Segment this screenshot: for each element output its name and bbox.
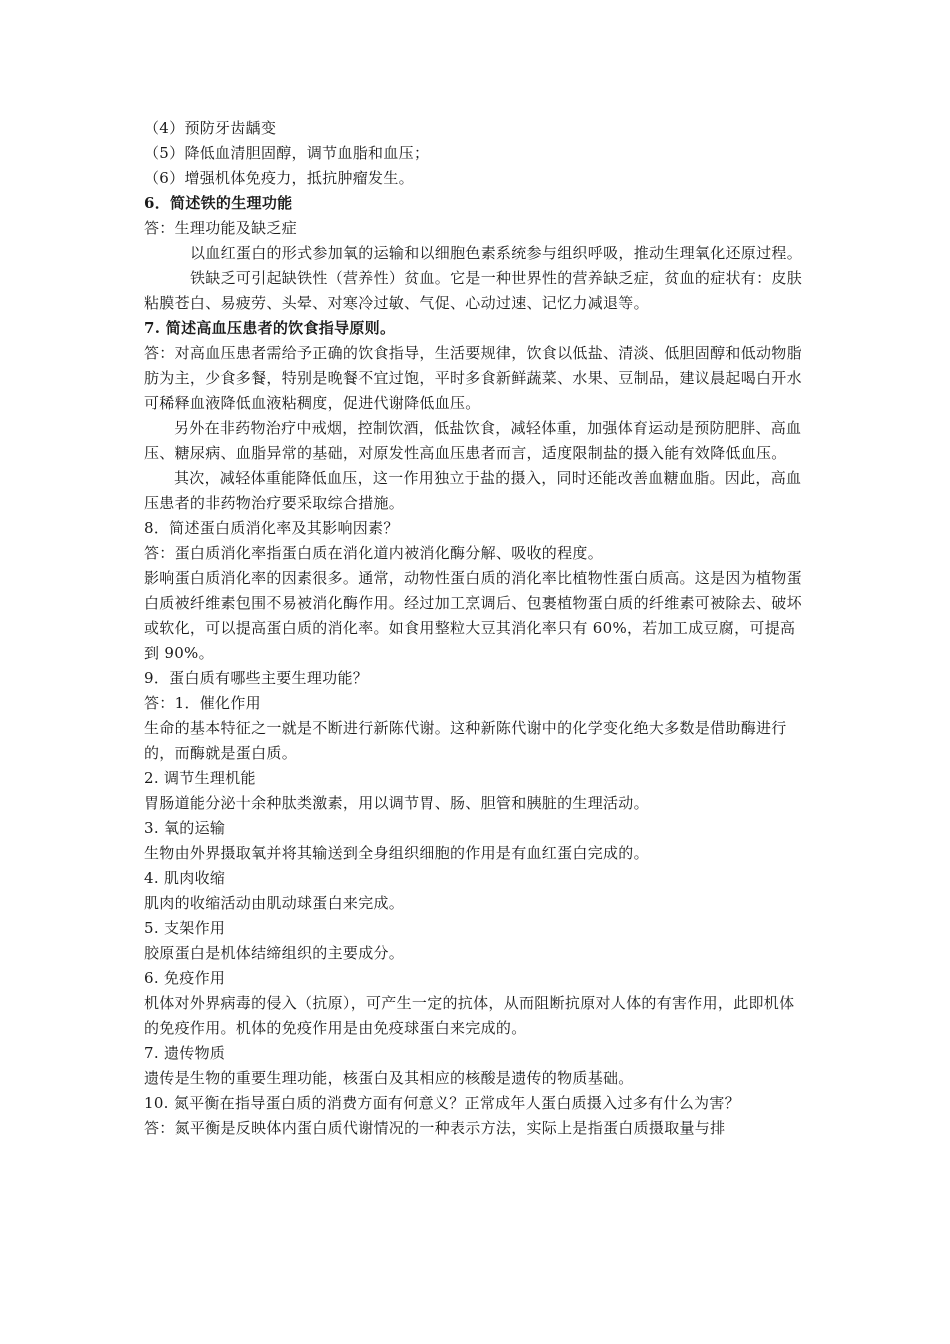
paragraph: 生命的基本特征之一就是不断进行新陈代谢。这种新陈代谢中的化学变化绝大多数是借助酶进行的，而酶就是蛋白质。 xyxy=(144,719,787,762)
question-heading: 7. 简述高血压患者的饮食指导原则。 xyxy=(144,319,396,337)
paragraph: 其次，减轻体重能降低血压，这一作用独立于盐的摄入，同时还能改善血糖血脂。因此，高血压患者的非药物治疗要采取综合措施。 xyxy=(144,469,802,512)
answer-line: 答：生理功能及缺乏症 xyxy=(144,219,298,237)
paragraph: 生物由外界摄取氧并将其输送到全身组织细胞的作用是有血红蛋白完成的。 xyxy=(144,844,649,862)
subheading: 3. 氧的运输 xyxy=(144,819,226,837)
question-heading: 8．简述蛋白质消化率及其影响因素？ xyxy=(144,519,399,537)
paragraph: 肌肉的收缩活动由肌动球蛋白来完成。 xyxy=(144,894,405,912)
list-item: （4）预防牙齿龋变 xyxy=(144,119,277,137)
subheading: 7. 遗传物质 xyxy=(144,1044,226,1062)
answer-line: 答：蛋白质消化率指蛋白质在消化道内被消化酶分解、吸收的程度。 xyxy=(144,544,604,562)
paragraph: 胃肠道能分泌十余种肽类激素，用以调节胃、肠、胆管和胰脏的生理活动。 xyxy=(144,794,649,812)
question-heading: 6．简述铁的生理功能 xyxy=(144,194,293,212)
subheading: 5. 支架作用 xyxy=(144,919,226,937)
list-item: （5）降低血清胆固醇，调节血脂和血压； xyxy=(144,144,430,162)
paragraph: 遗传是生物的重要生理功能，核蛋白及其相应的核酸是遗传的物质基础。 xyxy=(144,1069,634,1087)
document-body xyxy=(144,116,808,1141)
paragraph: 影响蛋白质消化率的因素很多。通常，动物性蛋白质的消化率比植物性蛋白质高。这是因为植物蛋白质被纤维素包围不易被消化酶作用。经过加工烹调后、包裹植物蛋白质的纤维素可被除去、破坏或软化，可以提高蛋白质的消化率。如食用整粒大豆其消化率只有 60%，若加工成豆腐，可提高到 90%。 xyxy=(144,569,802,662)
paragraph: 答：对高血压患者需给予正确的饮食指导，生活要规律，饮食以低盐、清淡、低胆固醇和低动物脂肪为主，少食多餐，特别是晚餐不宜过饱，平时多食新鲜蔬菜、水果、豆制品，建议晨起喝白开水可稀释血液降低血液粘稠度，促进代谢降低血压。 xyxy=(144,344,802,412)
paragraph: 胶原蛋白是机体结缔组织的主要成分。 xyxy=(144,944,405,962)
subheading: 6. 免疫作用 xyxy=(144,969,226,987)
paragraph: 铁缺乏可引起缺铁性（营养性）贫血。它是一种世界性的营养缺乏症，贫血的症状有：皮肤粘膜苍白、易疲劳、头晕、对寒冷过敏、气促、心动过速、记忆力减退等。 xyxy=(144,269,803,312)
list-item: （6）增强机体免疫力，抵抗肿瘤发生。 xyxy=(144,169,414,187)
question-heading: 10. 氮平衡在指导蛋白质的消费方面有何意义？正常成年人蛋白质摄入过多有什么为害？ xyxy=(144,1094,740,1112)
paragraph: 以血红蛋白的形式参加氧的运输和以细胞色素系统参与组织呼吸，推动生理氧化还原过程。 xyxy=(190,244,803,262)
answer-line: 答：1．催化作用 xyxy=(144,694,261,712)
answer-line: 答：氮平衡是反映体内蛋白质代谢情况的一种表示方法，实际上是指蛋白质摄取量与排 xyxy=(144,1119,726,1137)
subheading: 2. 调节生理机能 xyxy=(144,769,256,787)
subheading: 4. 肌肉收缩 xyxy=(144,869,226,887)
question-heading: 9．蛋白质有哪些主要生理功能？ xyxy=(144,669,369,687)
paragraph: 机体对外界病毒的侵入（抗原），可产生一定的抗体，从而阻断抗原对人体的有害作用，此即机体的免疫作用。机体的免疫作用是由免疫球蛋白来完成的。 xyxy=(144,994,795,1037)
paragraph: 另外在非药物治疗中戒烟，控制饮酒，低盐饮食，减轻体重，加强体育运动是预防肥胖、高血压、糖尿病、血脂异常的基础，对原发性高血压患者而言，适度限制盐的摄入能有效降低血压。 xyxy=(144,419,802,462)
